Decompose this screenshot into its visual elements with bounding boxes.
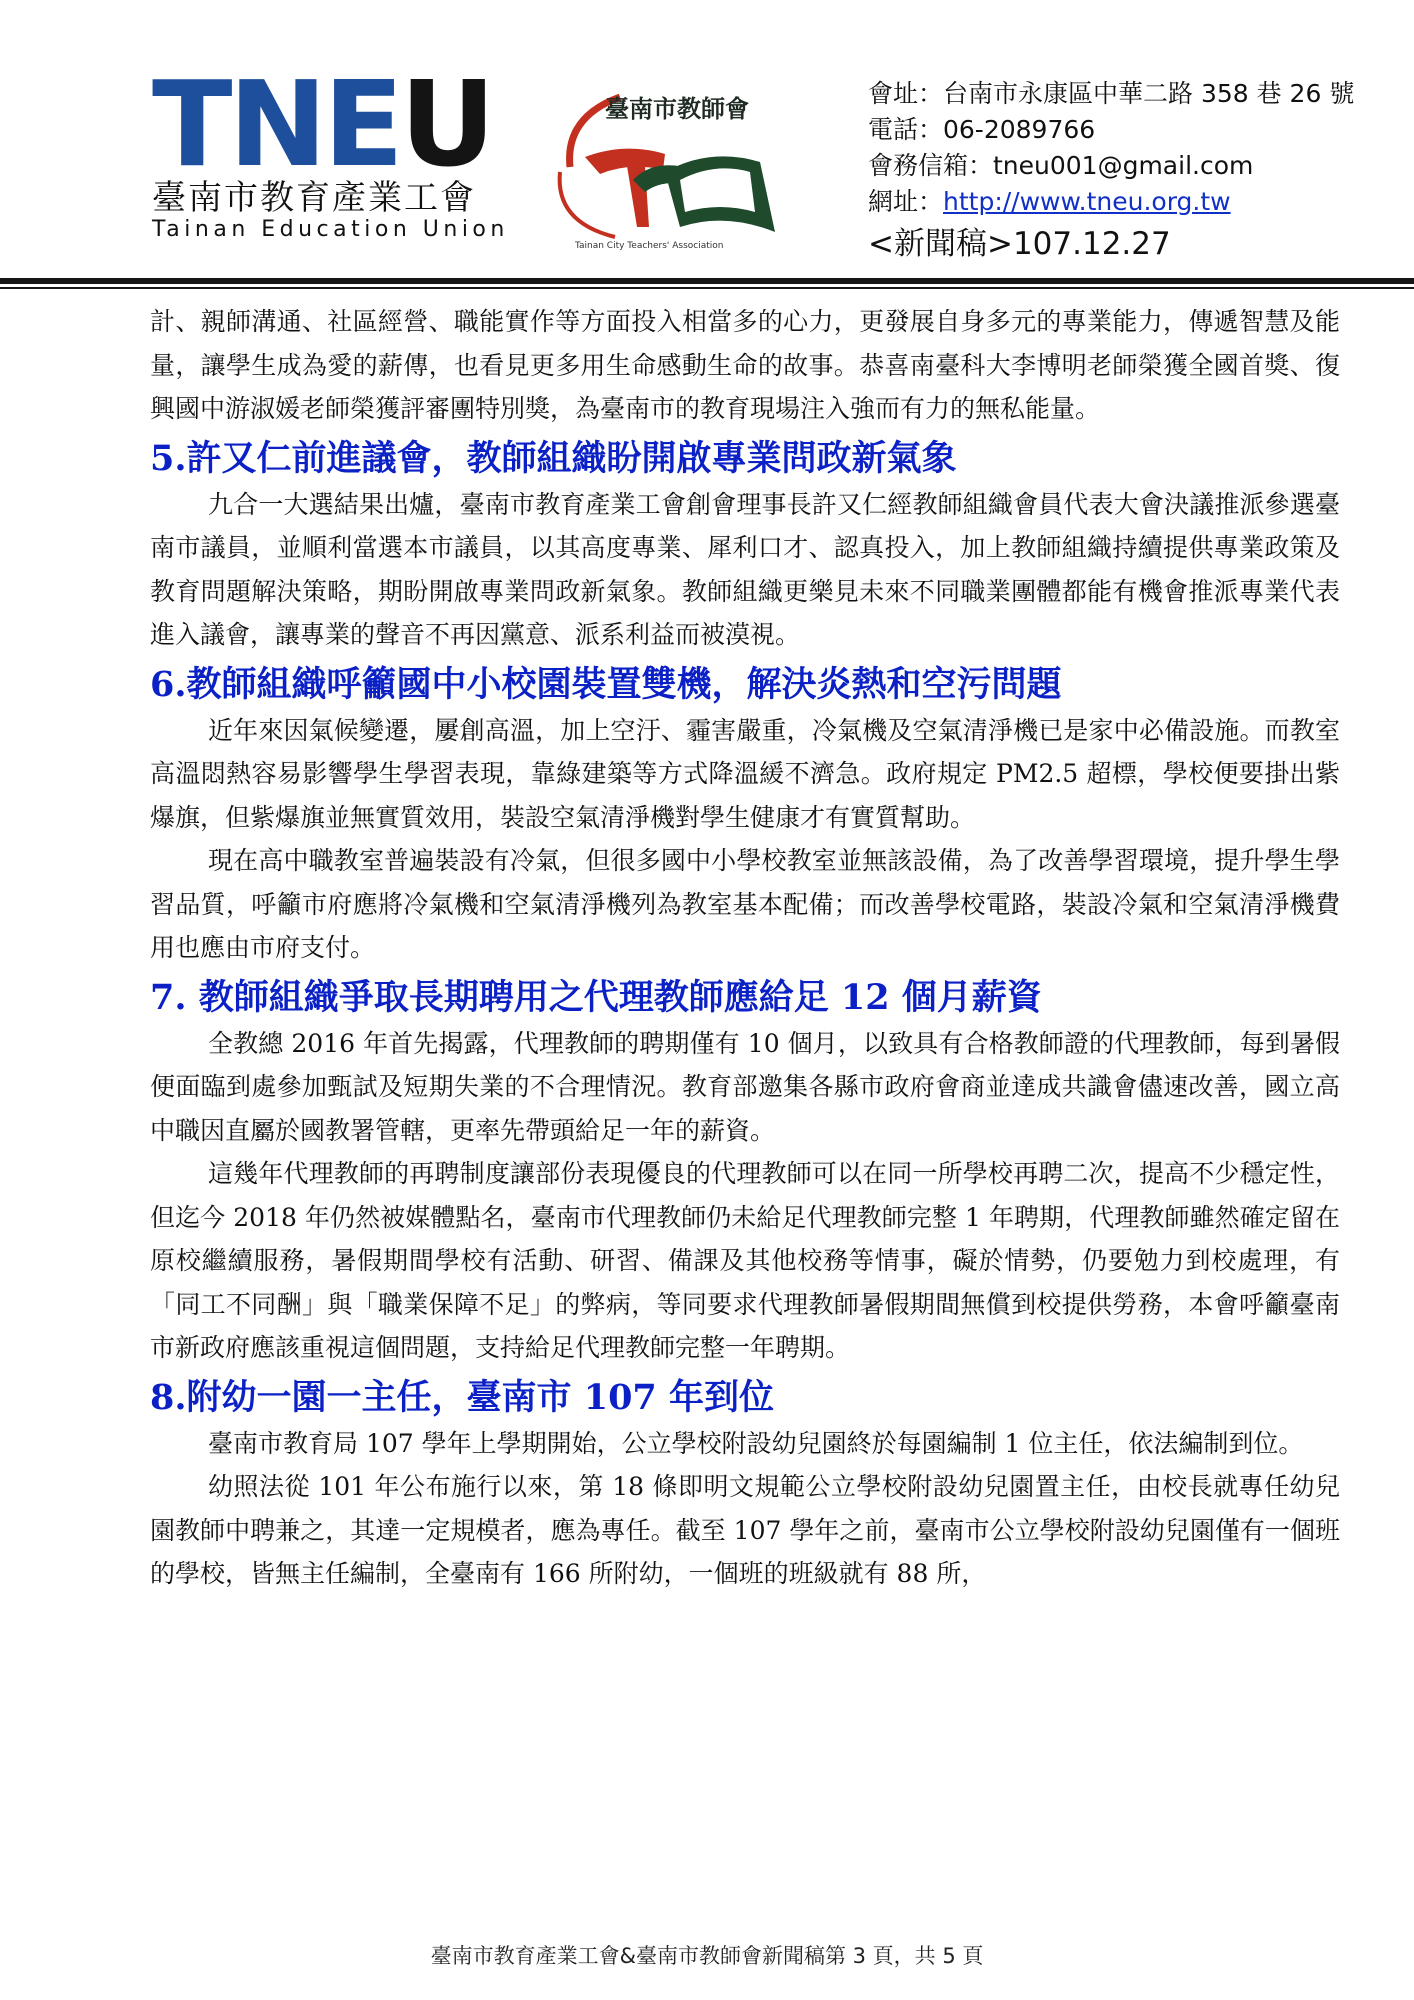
svg-text:臺南市教師會: 臺南市教師會 [605, 94, 749, 123]
website-link[interactable]: http://www.tneu.org.tw [943, 187, 1231, 216]
paragraph: 臺南市教育局 107 學年上學期開始，公立學校附設幼兒園終於每園編制 1 位主任，依法編制到位。 [208, 1428, 1304, 1458]
email-line: 會務信箱：tneu001@gmail.com [868, 151, 1254, 180]
article-body [150, 300, 1340, 1596]
website-label: 網址： [868, 187, 944, 216]
paragraph: 這幾年代理教師的再聘制度讓部份表現優良的代理教師可以在同一所學校再聘二次，提高不少穩定性，但迄今 2018 年仍然被媒體點名，臺南市代理教師仍未給足代理教師完整 1 年聘期，代理教師雖然確定留在原校繼續服務，暑假期間學校有活動、研習、備課及其他校務等情事，礙於情勢，仍要勉力到校處理，有「同工不同酬」與「職業保障不足」的弊病，等同要求代理教師暑假期間無償到校提供勞務，本會呼籲臺南市新政府應該重視這個問題，支持給足代理教師完整一年聘期。 [150, 1159, 1340, 1362]
header-rule-thin [0, 287, 1414, 289]
section-heading-7: 7. 教師組織爭取長期聘用之代理教師應給足 12 個月薪資 [150, 976, 1042, 1018]
paragraph: 現在高中職教室普遍裝設有冷氣，但很多國中小學校教室並無該設備，為了改善學習環境，提升學生學習品質，呼籲市府應將冷氣機和空氣清淨機列為教室基本配備；而改善學校電路，裝設冷氣和空氣清淨機費用也應由市府支付。 [150, 846, 1340, 962]
section-heading-6: 6.教師組織呼籲國中小校園裝置雙機，解決炎熱和空污問題 [150, 663, 1062, 705]
letterhead [0, 0, 1414, 285]
paragraph: 幼照法從 101 年公布施行以來，第 18 條即明文規範公立學校附設幼兒園置主任，由校長就專任幼兒園教師中聘兼之，其達一定規模者，應為專任。截至 107 學年之前，臺南市公立學校附設幼兒園僅有一個班的學校，皆無主任編制，全臺南有 166 所附幼，一個班的班級就有 88 所， [150, 1472, 1340, 1588]
header-rule-thick [0, 278, 1414, 284]
paragraph: 九合一大選結果出爐，臺南市教育產業工會創會理事長許又仁經教師組織會員代表大會決議推派參選臺南市議員，並順利當選本市議員，以其高度專業、犀利口才、認真投入，加上教師組織持續提供專業政策及教育問題解決策略，期盼開啟專業問政新氣象。教師組織更樂見未來不同職業團體都能有機會推派專業代表進入議會，讓專業的聲音不再因黨意、派系利益而被漠視。 [150, 489, 1340, 649]
teachers-association-seal-icon [545, 62, 795, 252]
page-footer: 臺南市教育產業工會&臺南市教師會新聞稿第 3 頁，共 5 頁 [430, 1944, 984, 1968]
section-heading-5: 5.許又仁前進議會，教師組織盼開啟專業問政新氣象 [150, 437, 957, 479]
section-heading-8: 8.附幼一園一主任，臺南市 107 年到位 [150, 1376, 774, 1418]
address-line: 會址：台南市永康區中華二路 358 巷 26 號 [868, 79, 1355, 108]
paragraph: 近年來因氣候變遷，屢創高溫，加上空汙、霾害嚴重，冷氣機及空氣清淨機已是家中必備設施。而教室高溫悶熱容易影響學生學習表現，靠綠建築等方式降溫緩不濟急。政府規定 PM2.5 超標，學校便要掛出紫爆旗，但紫爆旗並無實質效用，裝設空氣清淨機對學生健康才有實質幫助。 [150, 715, 1340, 832]
tneu-logo-wordmark: TNEU [152, 55, 492, 193]
svg-text:Tainan City Teachers' Associat: Tainan City Teachers' Association [575, 241, 724, 251]
tneu-logo-english-name: Tainan Education Union [152, 217, 509, 242]
contact-block [868, 76, 1408, 268]
tneu-logo-chinese-name: 臺南市教育產業工會 [152, 178, 476, 218]
paragraph: 全教總 2016 年首先揭露，代理教師的聘期僅有 10 個月，以致具有合格教師證的代理教師，每到暑假便面臨到處參加甄試及短期失業的不合理情況。教育部邀集各縣市政府會商並達成共識會儘速改善，國立高中職因直屬於國教署管轄，更率先帶頭給足一年的薪資。 [150, 1028, 1340, 1145]
phone-line: 電話：06-2089766 [868, 115, 1096, 144]
paragraph-continued: 計、親師溝通、社區經營、職能實作等方面投入相當多的心力，更發展自身多元的專業能力，傳遞智慧及能量，讓學生成為愛的薪傳，也看見更多用生命感動生命的故事。恭喜南臺科大李博明老師榮獲全國首獎、復興國中游淑媛老師榮獲評審團特別獎，為臺南市的教育現場注入強而有力的無私能量。 [150, 307, 1340, 423]
press-release-date: <新聞稿>107.12.27 [868, 226, 1171, 262]
tneu-logo [152, 55, 512, 242]
website-line [868, 184, 1408, 220]
